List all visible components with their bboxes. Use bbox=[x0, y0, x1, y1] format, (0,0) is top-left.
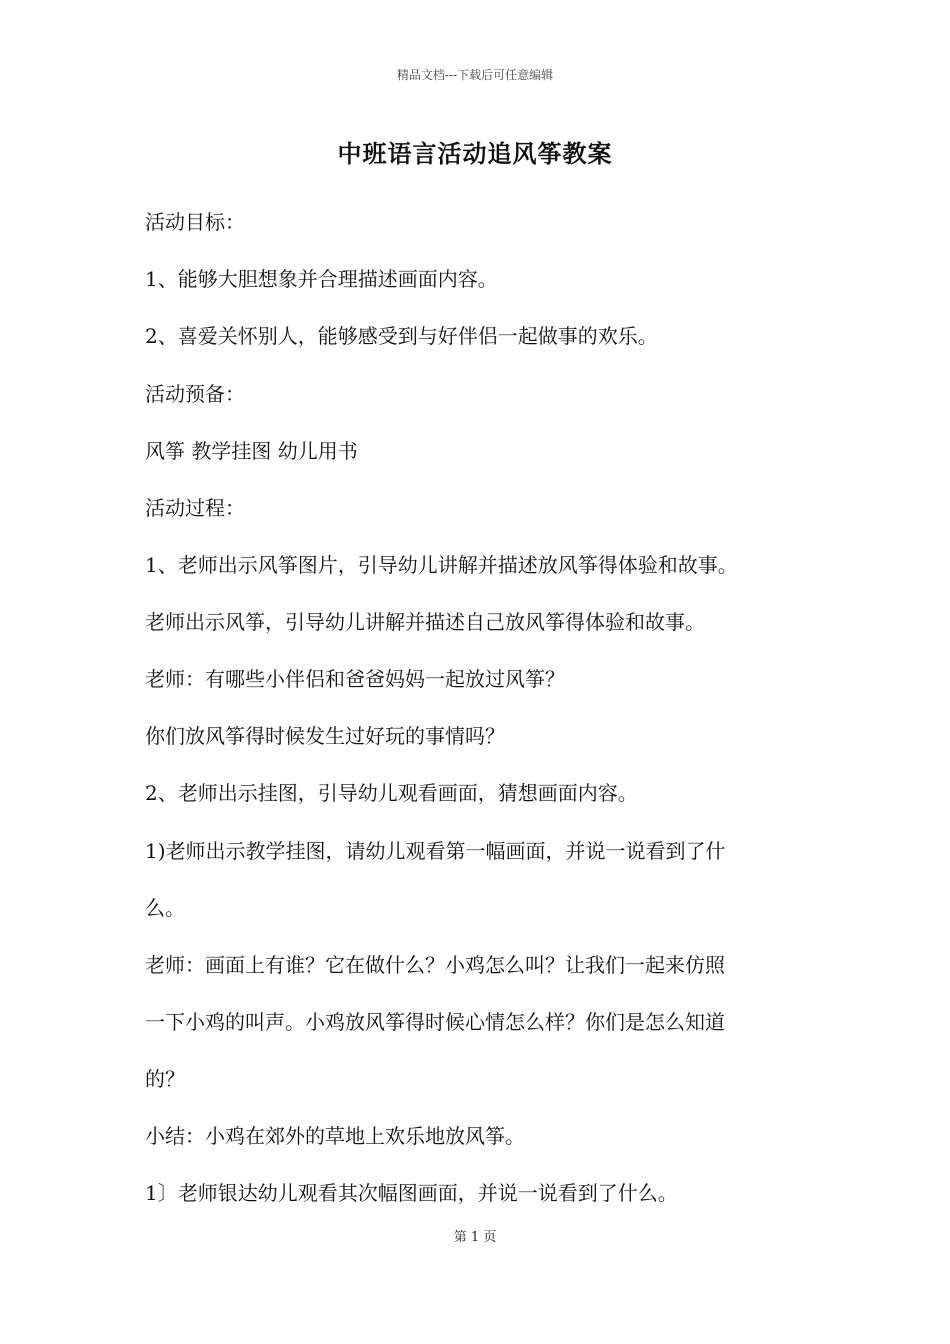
paragraph-line: 一下小鸡的叫声。小鸡放风筝得时候心情怎么样？你们是怎么知道 bbox=[145, 1010, 725, 1034]
paragraph-line: 2、老师出示挂图，引导幼儿观看画面，猜想画面内容。 bbox=[145, 781, 638, 805]
paragraph-line: 你们放风筝得时候发生过好玩的事情吗？ bbox=[145, 724, 505, 748]
paragraph-line: 1)老师出示教学挂图，请幼儿观看第一幅画面，并说一说看到了什 bbox=[145, 839, 726, 863]
paragraph-line: 的？ bbox=[145, 1067, 185, 1091]
paragraph-line: 小结：小鸡在郊外的草地上欢乐地放风筝。 bbox=[145, 1124, 525, 1148]
paragraph-line: 老师出示风筝，引导幼儿讲解并描述自己放风筝得体验和故事。 bbox=[145, 610, 705, 634]
paragraph-line: 1、能够大胆想象并合理描述画面内容。 bbox=[145, 267, 498, 291]
paragraph-line: 老师：有哪些小伴侣和爸爸妈妈一起放过风筝？ bbox=[145, 667, 565, 691]
paragraph-line: 活动过程： bbox=[145, 496, 245, 520]
paragraph-line: 风筝 教学挂图 幼儿用书 bbox=[145, 439, 358, 463]
paragraph-line: 1、老师出示风筝图片，引导幼儿讲解并描述放风筝得体验和故事。 bbox=[145, 553, 738, 577]
paragraph-line: 老师：画面上有谁？它在做什么？小鸡怎么叫？让我们一起来仿照 bbox=[145, 953, 725, 977]
paragraph-line: 活动目标： bbox=[145, 210, 245, 234]
document-title: 中班语言活动追风筝教案 bbox=[337, 139, 613, 168]
paragraph-line: 么。 bbox=[145, 896, 185, 920]
paragraph-line: 2、喜爱关怀别人，能够感受到与好伴侣一起做事的欢乐。 bbox=[145, 324, 658, 348]
paragraph-line: 活动预备： bbox=[145, 382, 245, 406]
page-number: 第 1 页 bbox=[453, 1230, 497, 1245]
paragraph-line: 1〕老师银达幼儿观看其次幅图画面，并说一说看到了什么。 bbox=[145, 1181, 678, 1205]
header-note: 精品文档---下载后可任意编辑 bbox=[396, 68, 554, 82]
